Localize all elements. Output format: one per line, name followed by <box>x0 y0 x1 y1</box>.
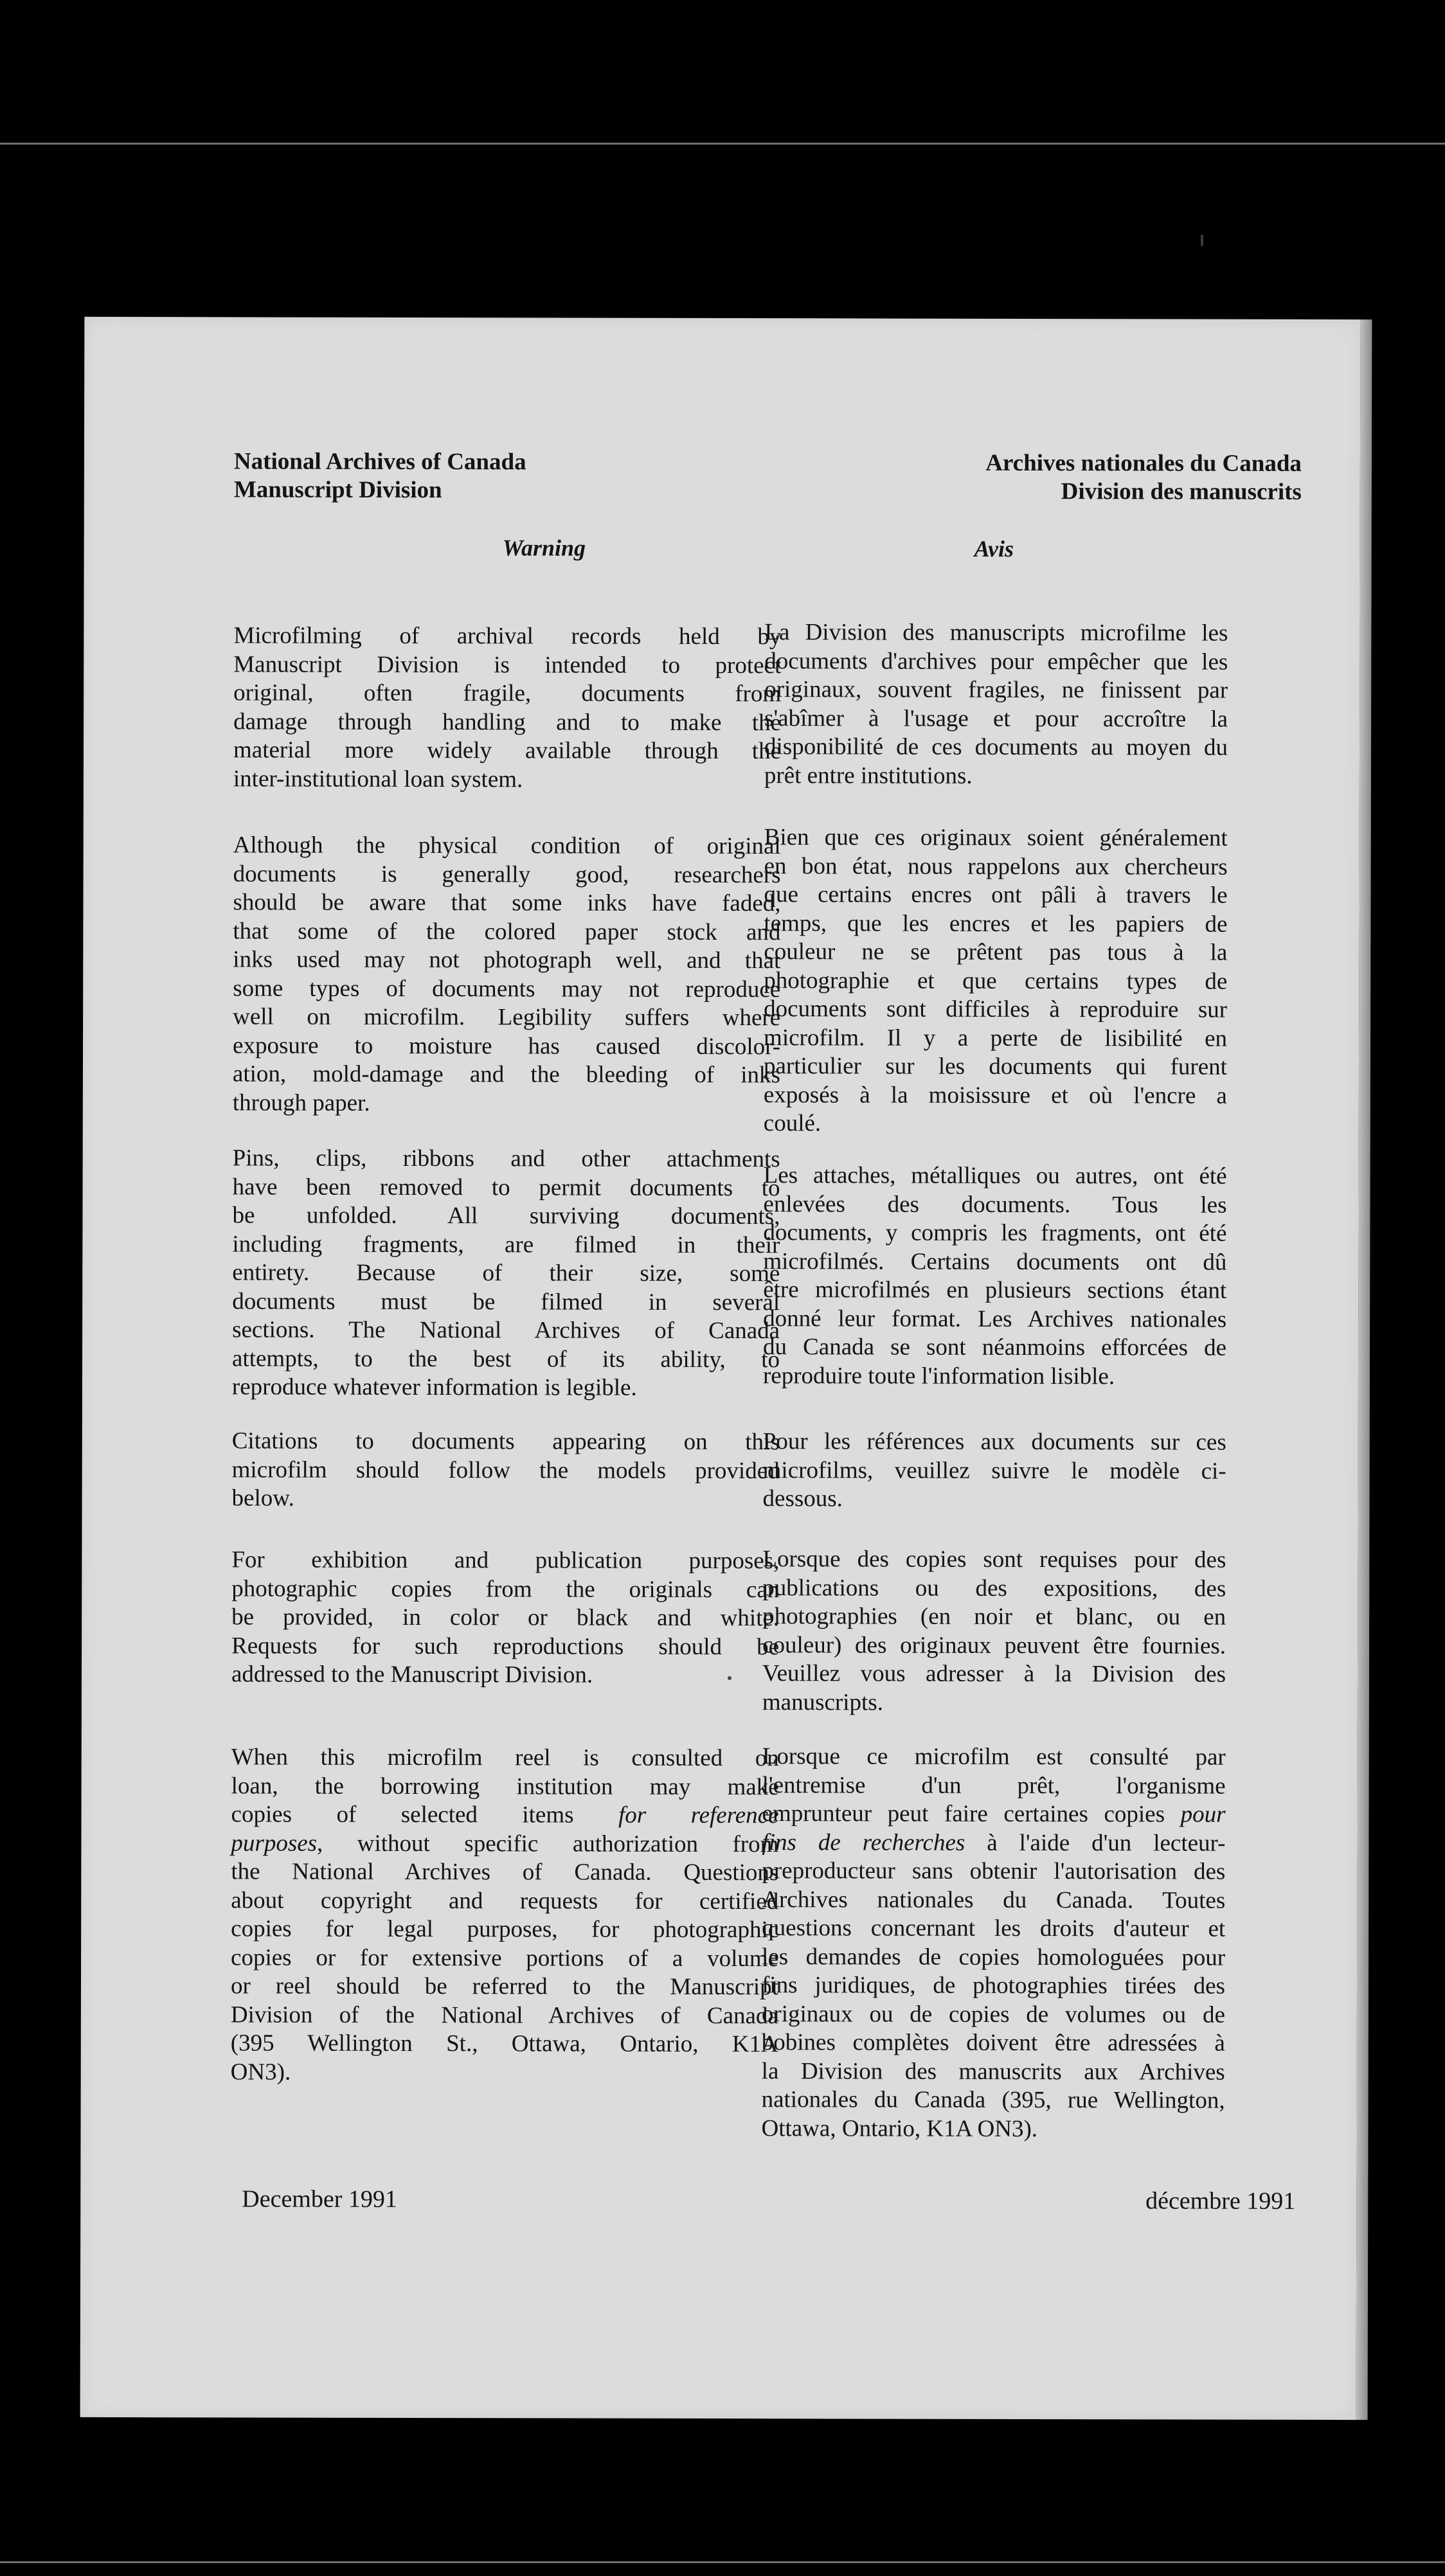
english-paragraph-3 <box>232 1144 780 1402</box>
paragraph-line: manuscripts. <box>762 1688 884 1716</box>
paragraph-line: documents sont difficiles à reproduire sur <box>764 996 1228 1023</box>
french-paragraph-5 <box>762 1545 1226 1718</box>
paragraph-line: Pour les références aux documents sur ces <box>762 1428 1226 1456</box>
paragraph-line: la Division des manuscrits aux Archives <box>761 2057 1225 2086</box>
paragraph-line: temps, que les encres et les papiers de <box>764 909 1228 938</box>
paragraph-line: attempts, to the best of its ability, to <box>231 1345 780 1373</box>
paragraph-line: bobines complètes doivent être adressées à <box>761 2029 1225 2057</box>
paragraph-line: Microfilming of archival records held by <box>233 622 782 650</box>
paragraph-line: microfilm. Il y a perte de lisibilité en <box>764 1024 1228 1052</box>
paragraph-line: documents d'archives pour empêcher que les <box>764 647 1228 675</box>
paragraph-line: documents, y compris les fragments, ont été <box>763 1219 1227 1247</box>
film-scratch <box>1201 235 1203 246</box>
french-paragraph-6 <box>761 1742 1225 2144</box>
french-paragraph-2 <box>764 823 1228 1139</box>
paragraph-line: fins de recherches à l'aide d'un lecteur- <box>762 1829 1226 1857</box>
paragraph-line: copies of selected items for reference <box>231 1801 779 1829</box>
english-heading: Warning <box>502 535 586 561</box>
paragraph-line: original, often fragile, documents from <box>233 679 782 708</box>
english-paragraph-4 <box>232 1427 780 1514</box>
paragraph-line: some types of documents may not reproduce <box>233 974 781 1003</box>
paragraph-line: l'entremise d'un prêt, l'organisme <box>762 1771 1226 1800</box>
paragraph-line: couleur) des originaux peuvent être fournies. <box>762 1631 1226 1659</box>
paragraph-line: questions concernant les droits d'auteur et <box>762 1915 1226 1942</box>
english-paragraph-5 <box>231 1546 779 1690</box>
paragraph-line: reproduire toute l'information lisible. <box>762 1362 1115 1390</box>
english-header-line-1: National Archives of Canada <box>233 448 526 476</box>
paragraph-line: sections. The National Archives of Canada <box>232 1316 780 1345</box>
paragraph-line: Les attaches, métalliques ou autres, ont été <box>763 1162 1227 1190</box>
paragraph-line: (395 Wellington St., Ottawa, Ontario, K1A <box>230 2030 778 2058</box>
paragraph-line: Ottawa, Ontario, K1A ON3). <box>761 2115 1038 2142</box>
english-paragraph-2 <box>233 831 781 1118</box>
french-column <box>761 318 1302 2215</box>
french-date: décembre 1991 <box>1145 2187 1296 2215</box>
paragraph-line: including fragments, are filmed in their <box>232 1230 780 1258</box>
paragraph-line: microfilmés. Certains documents ont dû <box>763 1248 1227 1276</box>
paragraph-line: nationales du Canada (395, rue Wellington, <box>761 2086 1225 2114</box>
paragraph-line: coulé. <box>763 1110 821 1137</box>
paragraph-line: Lorsque ce microfilm est consulté par <box>762 1743 1226 1771</box>
english-paragraph-1 <box>233 622 782 794</box>
document-sheet <box>80 317 1361 2420</box>
paragraph-line: originaux ou de copies de volumes ou de <box>761 2000 1225 2028</box>
paragraph-line: When this microfilm reel is consulted on <box>231 1744 779 1772</box>
paragraph-line: that some of the colored paper stock and <box>233 917 781 945</box>
paragraph-line: du Canada se sont néanmoins efforcées de <box>763 1334 1227 1361</box>
english-paragraph-6 <box>231 1743 779 2088</box>
paragraph-line: microfilm should follow the models provided <box>231 1456 780 1484</box>
paragraph-line: Lorsque des copies sont requises pour des <box>762 1546 1226 1573</box>
paragraph-line: particulier sur les documents qui furent <box>763 1053 1228 1080</box>
paragraph-line: emprunteur peut faire certaines copies pour <box>762 1800 1226 1828</box>
english-column <box>230 317 782 2213</box>
paragraph-line: For exhibition and publication purposes, <box>231 1546 780 1575</box>
paragraph-line: Requests for such reproductions should be <box>231 1632 780 1660</box>
paragraph-line: copies for legal purposes, for photographic <box>231 1915 779 1944</box>
french-header-line-1: Archives nationales du Canada <box>985 449 1302 477</box>
paragraph-line: prêt entre institutions. <box>764 762 973 789</box>
paragraph-line: Archives nationales du Canada. Toutes <box>762 1886 1226 1914</box>
paragraph-line: enlevées des documents. Tous les <box>763 1190 1227 1219</box>
paragraph-line: s'abîmer à l'usage et pour accroître la <box>764 704 1228 733</box>
paragraph-line: microfilms, veuillez suivre le modèle ci- <box>762 1456 1226 1485</box>
paragraph-line: documents must be filmed in several <box>232 1287 780 1316</box>
dust-speck <box>728 1676 731 1680</box>
paragraph-line: well on microfilm. Legibility suffers where <box>233 1003 781 1032</box>
paragraph-line: the National Archives of Canada. Questions <box>231 1858 779 1886</box>
paragraph-line: inter-institutional loan system. <box>233 765 523 792</box>
paragraph-line: couleur ne se prêtent pas tous à la <box>764 938 1228 966</box>
paragraph-line: exposés à la moisissure et où l'encre a <box>763 1081 1227 1109</box>
paragraph-line: preproducteur sans obtenir l'autorisation des <box>762 1857 1226 1885</box>
paragraph-line: through paper. <box>232 1089 370 1116</box>
paragraph-line: Veuillez vous adresser à la Division des <box>762 1660 1226 1688</box>
french-paragraph-3 <box>763 1161 1227 1391</box>
paragraph-line: purposes, without specific authorization from <box>231 1829 779 1857</box>
paragraph-line: photographie et que certains types de <box>764 967 1228 995</box>
french-heading: Avis <box>974 535 1014 562</box>
paragraph-line: La Division des manuscripts microfilme les <box>764 619 1228 647</box>
sheet-edge <box>1356 319 1372 2420</box>
paragraph-line: photographies (en noir et blanc, ou en <box>762 1603 1226 1631</box>
paragraph-line: Division of the National Archives of Canada <box>230 2001 778 2029</box>
paragraph-line: loan, the borrowing institution may make <box>231 1772 779 1800</box>
paragraph-line: have been removed to permit documents to <box>232 1173 780 1201</box>
paragraph-line: exposure to moisture has caused discolor- <box>233 1032 781 1060</box>
paragraph-line: damage through handling and to make the <box>233 708 782 736</box>
paragraph-line: about copyright and requests for certified <box>231 1886 779 1915</box>
paragraph-line: Although the physical condition of original <box>233 832 781 860</box>
paragraph-line: addressed to the Manuscript Division. <box>231 1661 593 1688</box>
paragraph-line: originaux, souvent fragiles, ne finissent par <box>764 676 1228 704</box>
paragraph-line: be provided, in color or black and white. <box>231 1604 780 1632</box>
english-header-line-2: Manuscript Division <box>233 476 442 504</box>
paragraph-line: should be aware that some inks have faded, <box>233 889 781 917</box>
paragraph-line: que certains encres ont pâli à travers le <box>764 881 1228 909</box>
french-paragraph-4 <box>763 1427 1226 1514</box>
paragraph-line: reproduce whatever information is legible. <box>231 1373 637 1401</box>
paragraph-line: publications ou des expositions, des <box>762 1574 1226 1602</box>
paragraph-line: be unfolded. All surviving documents, <box>232 1202 780 1230</box>
paragraph-line: donné leur format. Les Archives nationales <box>763 1305 1227 1333</box>
paragraph-line: dessous. <box>762 1485 843 1512</box>
french-header-line-2: Division des manuscrits <box>1061 478 1302 505</box>
paragraph-line: Manuscript Division is intended to protect <box>233 650 782 679</box>
paragraph-line: Citations to documents appearing on this <box>231 1427 780 1456</box>
paragraph-line: Pins, clips, ribbons and other attachments <box>232 1145 780 1173</box>
paragraph-line: documents is generally good, researchers <box>233 860 781 888</box>
paragraph-line: inks used may not photograph well, and that <box>233 946 781 974</box>
french-paragraph-1 <box>764 618 1228 791</box>
paragraph-line: copies or for extensive portions of a volume <box>231 1944 779 1972</box>
paragraph-line: les demandes de copies homologuées pour <box>762 1943 1226 1971</box>
paragraph-line: material more widely available through the <box>233 737 782 765</box>
paragraph-line: ation, mold-damage and the bleeding of inks <box>232 1060 780 1089</box>
film-edge-bottom <box>0 2561 1445 2563</box>
paragraph-line: ON3). <box>230 2058 291 2086</box>
paragraph-line: Bien que ces originaux soient généralement <box>764 824 1228 852</box>
paragraph-line: photographic copies from the originals can <box>231 1575 780 1603</box>
paragraph-line: below. <box>231 1485 294 1512</box>
paragraph-line: or reel should be referred to the Manuscript <box>230 1972 779 2001</box>
paragraph-line: fins juridiques, de photographies tirées des <box>761 1972 1226 1999</box>
paragraph-line: en bon état, nous rappelons aux chercheurs <box>764 852 1228 881</box>
english-date: December 1991 <box>242 2185 397 2213</box>
paragraph-line: disponibilité de ces documents au moyen du <box>764 733 1228 761</box>
film-edge-top <box>0 143 1445 145</box>
paragraph-line: entirety. Because of their size, some <box>232 1259 780 1287</box>
paragraph-line: être microfilmés en plusieurs sections étant <box>763 1276 1227 1304</box>
